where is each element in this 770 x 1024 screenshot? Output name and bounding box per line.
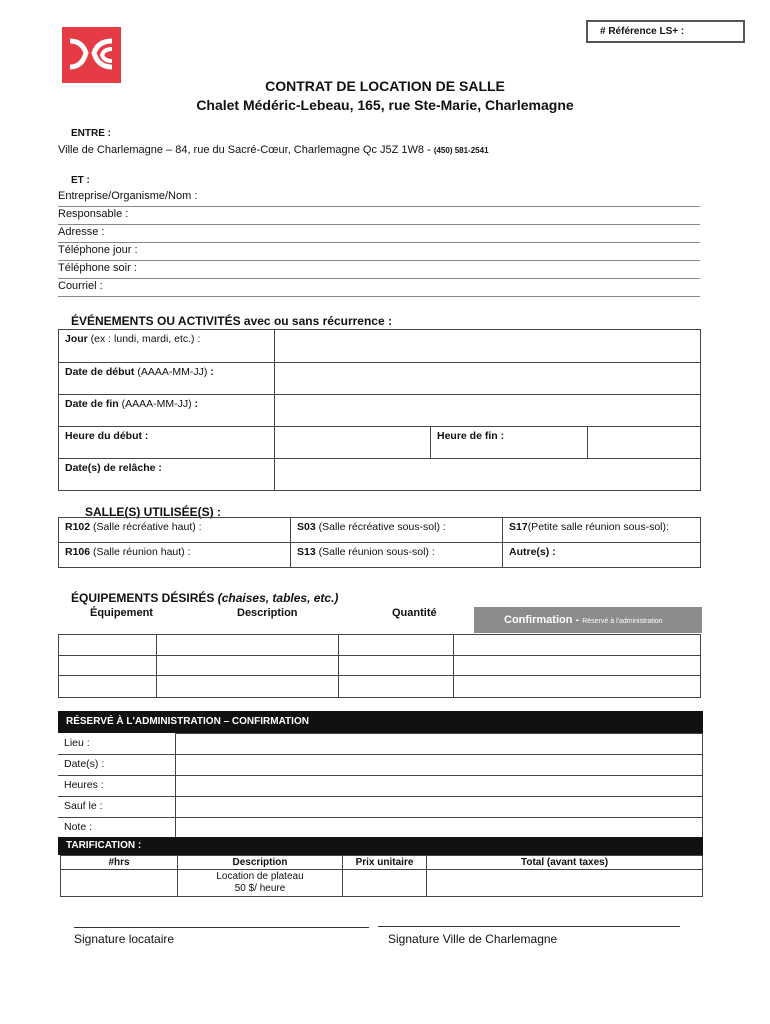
equip-cell[interactable] (339, 635, 454, 656)
tarif-description: Location de plateau 50 $/ heure (178, 870, 343, 897)
city-signature-label: Signature Ville de Charlemagne (388, 932, 558, 946)
email-field[interactable] (58, 280, 700, 297)
tenant-signature-line[interactable] (74, 927, 369, 928)
start-time-label-cell: Heure du début : (59, 427, 275, 459)
start-time-input-cell[interactable] (275, 427, 431, 459)
unit-price-input[interactable] (343, 870, 427, 897)
contract-title: CONTRAT DE LOCATION DE SALLE (265, 78, 505, 94)
tarif-description-col-header: Description (178, 856, 343, 870)
room-other[interactable]: Autre(s) : (503, 543, 701, 568)
total-input[interactable] (427, 870, 703, 897)
equip-cell[interactable] (157, 635, 339, 656)
equip-cell[interactable] (59, 635, 157, 656)
admin-dates-label: Date(s) : (58, 755, 175, 776)
entre-phone: (450) 581-2541 (433, 146, 489, 155)
end-date-label-cell: Date de fin (AAAA-MM-JJ) : (59, 395, 275, 427)
responsible-field[interactable] (58, 208, 700, 225)
day-phone-label: Téléphone jour : (58, 244, 138, 256)
contract-subtitle: Chalet Médéric-Lebeau, 165, rue Ste-Marie, Charlemagne (196, 97, 574, 113)
reference-label: # Référence LS+ : (600, 26, 685, 37)
et-label: ET : (71, 175, 90, 186)
equip-cell[interactable] (59, 676, 157, 698)
day-input-cell[interactable] (275, 330, 701, 363)
end-date-input-cell[interactable] (275, 395, 701, 427)
room-s17[interactable]: S17(Petite salle réunion sous-sol): (503, 518, 701, 543)
description-col-header: Description (237, 607, 298, 619)
equipment-col-header: Équipement (90, 607, 153, 619)
hours-input[interactable] (61, 870, 178, 897)
city-signature-line[interactable] (378, 926, 680, 927)
day-phone-field[interactable] (58, 244, 700, 261)
responsible-label: Responsable : (58, 208, 129, 220)
entre-text: Ville de Charlemagne – 84, rue du Sacré-Cœur, Charlemagne Qc J5Z 1W8 - (58, 144, 431, 156)
entre-party (58, 144, 489, 156)
equipment-heading: ÉQUIPEMENTS DÉSIRÉS (chaises, tables, etc.) (71, 591, 339, 605)
tenant-signature-label: Signature locataire (74, 932, 175, 946)
equip-cell[interactable] (157, 676, 339, 698)
day-label-cell: Jour (ex : lundi, mardi, etc.) : (59, 330, 275, 363)
equip-cell[interactable] (454, 676, 701, 698)
confirmation-col-header: Confirmation - Réservé à l'administration (474, 607, 702, 633)
equipment-table (58, 634, 701, 698)
equip-cell[interactable] (339, 656, 454, 676)
relache-label-cell: Date(s) de relâche : (59, 459, 275, 491)
admin-except-input[interactable] (175, 797, 703, 818)
room-s13[interactable]: S13 (Salle réunion sous-sol) : (291, 543, 503, 568)
admin-heading: RÉSERVÉ À L'ADMINISTRATION – CONFIRMATION (58, 711, 703, 733)
equip-cell[interactable] (157, 656, 339, 676)
unit-price-col-header: Prix unitaire (343, 856, 427, 870)
reference-field[interactable] (586, 20, 745, 43)
charlemagne-logo (62, 27, 121, 83)
start-date-input-cell[interactable] (275, 363, 701, 395)
room-r106[interactable]: R106 (Salle réunion haut) : (59, 543, 291, 568)
tarification-heading: TARIFICATION : (58, 837, 703, 855)
admin-except-label: Sauf le : (58, 797, 175, 818)
rooms-heading: SALLE(S) UTILISÉE(S) : (85, 505, 221, 519)
email-label: Courriel : (58, 280, 103, 292)
events-heading: ÉVÉNEMENTS OU ACTIVITÉS avec ou sans récurrence : (71, 314, 392, 328)
admin-table (58, 733, 703, 839)
address-label: Adresse : (58, 226, 105, 238)
hours-col-header: #hrs (61, 856, 178, 870)
equip-cell[interactable] (59, 656, 157, 676)
relache-input-cell[interactable] (275, 459, 701, 491)
admin-location-label: Lieu : (58, 734, 175, 755)
equip-cell[interactable] (339, 676, 454, 698)
end-time-input-cell[interactable] (588, 427, 701, 459)
evening-phone-label: Téléphone soir : (58, 262, 137, 274)
equip-cell[interactable] (454, 635, 701, 656)
admin-hours-input[interactable] (175, 776, 703, 797)
evening-phone-field[interactable] (58, 262, 700, 279)
admin-note-label: Note : (64, 821, 93, 833)
entre-label: ENTRE : (71, 128, 111, 139)
logo-mark-icon (62, 27, 121, 83)
admin-hours-label: Heures : (58, 776, 175, 797)
room-s03[interactable]: S03 (Salle récréative sous-sol) : (291, 518, 503, 543)
tarification-table (60, 855, 703, 897)
total-col-header: Total (avant taxes) (427, 856, 703, 870)
admin-location-input[interactable] (175, 734, 703, 755)
room-r102[interactable]: R102 (Salle récréative haut) : (59, 518, 291, 543)
company-label: Entreprise/Organisme/Nom : (58, 190, 198, 202)
end-time-label-cell: Heure de fin : (431, 427, 588, 459)
events-table (58, 329, 701, 491)
equip-cell[interactable] (454, 656, 701, 676)
start-date-label-cell: Date de début (AAAA-MM-JJ) : (59, 363, 275, 395)
company-field[interactable] (58, 190, 700, 207)
admin-note-input[interactable] (175, 818, 703, 839)
quantity-col-header: Quantité (392, 607, 437, 619)
admin-dates-input[interactable] (175, 755, 703, 776)
address-field[interactable] (58, 226, 700, 243)
rooms-table (58, 517, 701, 568)
